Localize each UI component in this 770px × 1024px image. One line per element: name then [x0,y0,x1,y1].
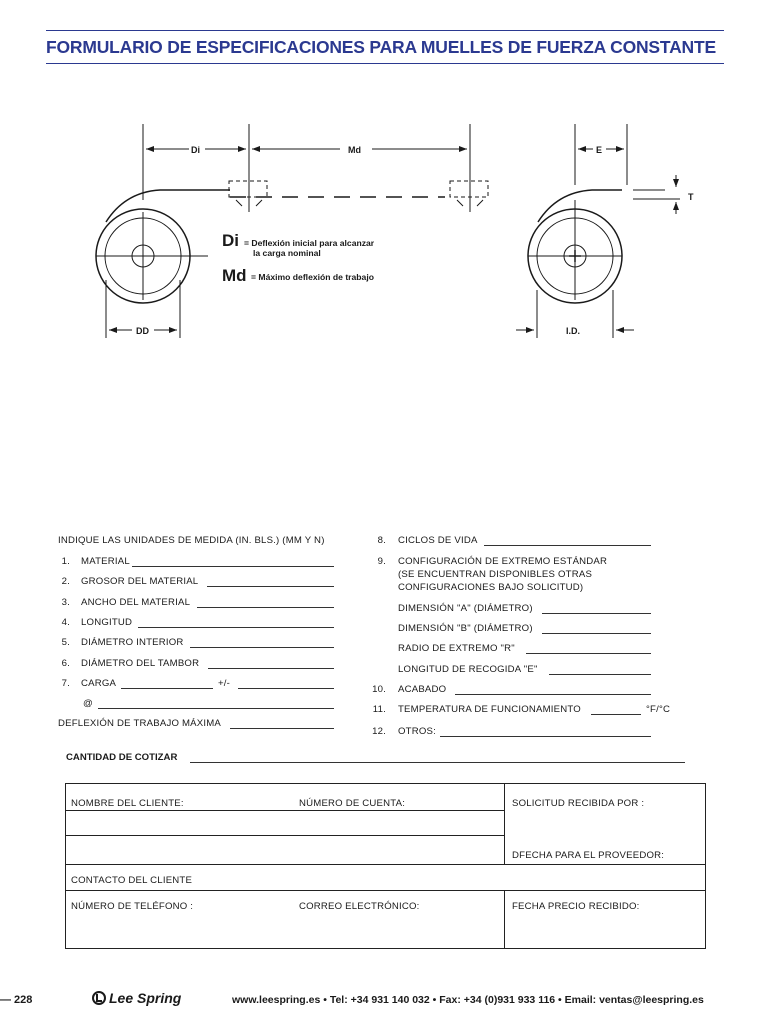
load-field[interactable] [121,688,213,689]
max-deflection-label: DEFLEXIÓN DE TRABAJO MÁXIMA [58,718,222,729]
page-title: FORMULARIO DE ESPECIFICACIONES PARA MUELLES DE FUERZA CONSTANTE [46,37,716,57]
quantity-label: CANTIDAD DE COTIZAR [66,752,178,763]
tolerance-field[interactable] [238,688,334,689]
dimension-a-label: DIMENSIÓN "A" (DIÁMETRO) [398,603,533,614]
drum-diameter-field[interactable] [208,668,334,669]
material-width-field[interactable] [197,607,334,608]
takeup-length-field[interactable] [549,674,651,675]
item-number: 1. [61,556,70,567]
at-field[interactable] [98,708,334,709]
operating-temp-label: TEMPERATURA DE FUNCIONAMIENTO [398,704,581,715]
quantity-field[interactable] [190,762,685,763]
operating-temp-field[interactable] [591,714,641,715]
price-date-received-label: FECHA PRECIO RECIBIDO: [512,901,640,912]
end-config-label: CONFIGURACIÓN DE EXTREMO ESTÁNDAR [398,556,608,567]
dim-label-di: Di [191,145,200,155]
end-config-note-2: CONFIGURACIONES BAJO SOLICITUD) [398,582,584,593]
header-rule-bottom [46,63,724,64]
inner-diameter-label: DIÁMETRO INTERIOR [81,637,184,648]
item-number: 4. [61,617,70,628]
dim-label-dd: DD [136,326,149,336]
legend-md-text: = Máximo deflexión de trabajo [251,272,374,282]
footer-contact[interactable]: www.leespring.es • Tel: +34 931 140 032 • Fax: +34 (0)931 933 116 • Email: ventas@leespring.es [232,994,704,1006]
tolerance-label: +/- [218,678,231,689]
legend-di-symbol: Di [222,231,239,250]
dimension-b-label: DIMENSIÓN "B" (DIÁMETRO) [398,623,533,634]
item-number: 7. [61,678,70,689]
box-divider [66,864,705,865]
legend-di-text-2: la carga nominal [253,248,321,258]
material-width-label: ANCHO DEL MATERIAL [81,597,191,608]
phone-number-label: NÚMERO DE TELÉFONO : [71,901,194,912]
item-number: 11. [372,704,386,715]
units-prompt: INDIQUE LAS UNIDADES DE MEDIDA (IN. BLS.) (MM Y N) [58,535,325,546]
dim-label-e: E [596,145,603,155]
finish-label: ACABADO [398,684,447,695]
at-label: @ [83,698,93,709]
material-label: MATERIAL [81,556,130,567]
item-number: 3. [61,597,70,608]
dimension-b-field[interactable] [542,633,651,634]
other-field[interactable] [440,736,651,737]
drum-diameter-label: DIÁMETRO DEL TAMBOR [81,658,200,669]
dim-label-md: Md [348,145,361,155]
life-cycles-field[interactable] [484,545,651,546]
takeup-length-label: LONGITUD DE RECOGIDA "E" [398,664,538,675]
end-radius-field[interactable] [526,653,651,654]
box-divider-vertical [504,784,505,864]
spring-diagram [0,110,770,350]
page-number: — 228 [0,994,33,1006]
customer-info-box [65,783,706,949]
logo-text: Lee Spring [109,990,182,1006]
end-radius-label: RADIO DE EXTREMO "R" [398,643,515,654]
length-label: LONGITUD [81,617,133,628]
item-number: 5. [61,637,70,648]
box-divider-vertical-lower [504,890,505,948]
box-divider [66,890,705,891]
account-number-label: NÚMERO DE CUENTA: [299,798,406,809]
item-number: 12. [372,726,386,737]
max-deflection-field[interactable] [230,728,334,729]
item-number: 6. [61,658,70,669]
dim-label-t: T [688,192,694,202]
material-thickness-field[interactable] [207,586,334,587]
header-rule-top [46,30,724,31]
supplier-date-label: DFECHA PARA EL PROVEEDOR: [512,850,665,861]
box-divider [66,835,504,836]
customer-contact-label: CONTACTO DEL CLIENTE [71,875,193,886]
dimension-a-field[interactable] [542,613,651,614]
life-cycles-label: CICLOS DE VIDA [398,535,478,546]
legend-di-text-1: = Deflexión inicial para alcanzar [244,238,375,248]
temp-unit-label: °F/°C [646,704,671,715]
lee-spring-logo [92,990,181,1006]
customer-name-label: NOMBRE DEL CLIENTE: [71,798,184,809]
legend-md-symbol: Md [222,266,247,285]
item-number: 9. [377,556,386,567]
load-label: CARGA [81,678,117,689]
finish-field[interactable] [455,694,651,695]
request-received-by-label: SOLICITUD RECIBIDA POR : [512,798,645,809]
email-label: CORREO ELECTRÓNICO: [299,901,420,912]
material-thickness-label: GROSOR DEL MATERIAL [81,576,199,587]
item-number: 2. [61,576,70,587]
dim-label-id: I.D. [566,326,581,336]
material-field[interactable] [132,566,334,567]
end-config-note-1: (SE ENCUENTRAN DISPONIBLES OTRAS [398,569,593,580]
length-field[interactable] [138,627,334,628]
logo-mark-icon [92,991,106,1005]
inner-diameter-field[interactable] [190,647,334,648]
other-label: OTROS: [398,726,436,737]
item-number: 10. [372,684,386,695]
item-number: 8. [377,535,386,546]
box-divider [66,810,504,811]
